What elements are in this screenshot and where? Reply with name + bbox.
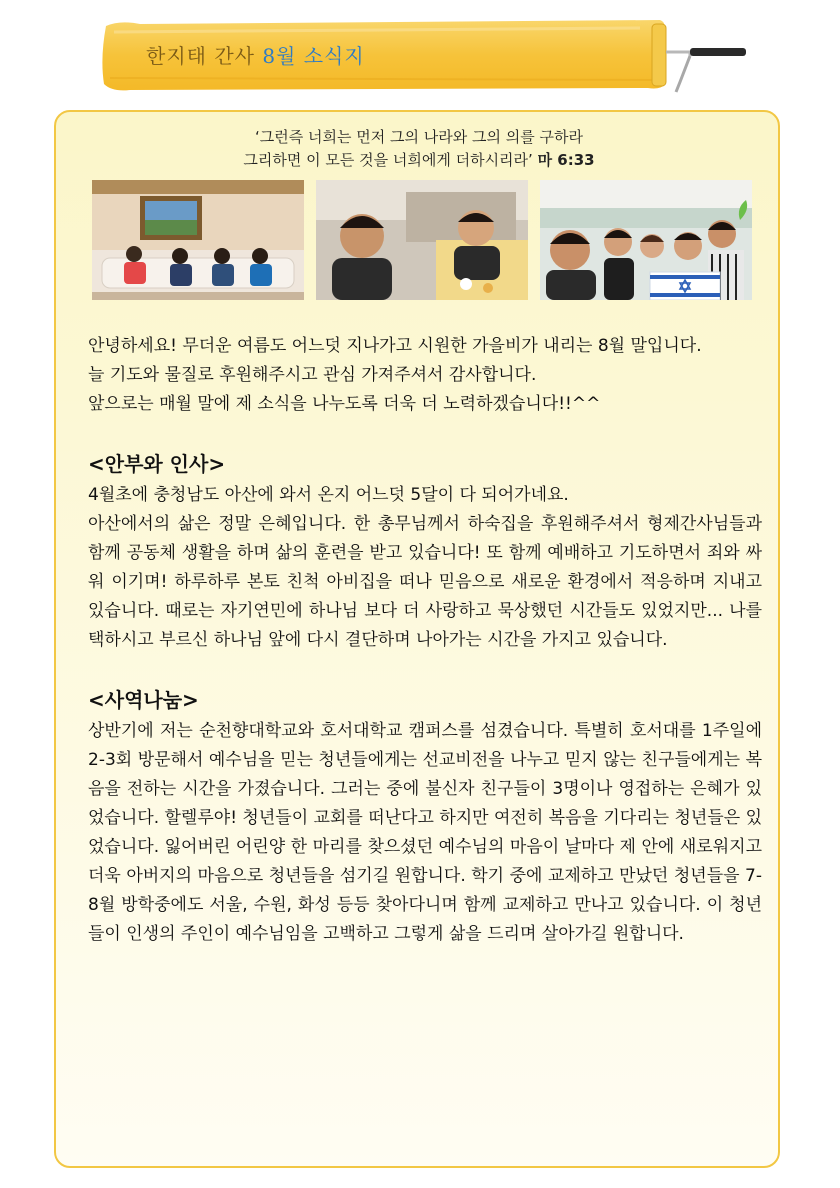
photo-group-flag — [540, 180, 752, 300]
title-month: 8월 소식지 — [262, 44, 365, 68]
intro-block — [88, 332, 762, 419]
newsletter-card — [54, 110, 780, 1168]
verse-reference: 마 6:33 — [537, 151, 595, 169]
intro-line-1: 안녕하세요! 무더운 여름도 어느덧 지나가고 시원한 가을비가 내리는 8월 말입니다. — [88, 336, 702, 356]
section-heading-greetings: <안부와 인사> — [88, 452, 226, 476]
letter-body — [88, 332, 762, 949]
bible-verse — [56, 126, 782, 172]
photo-strip — [92, 180, 752, 300]
header-banner — [100, 18, 668, 92]
verse-line-2 — [56, 149, 782, 172]
ministry-paragraph: 상반기에 저는 순천향대학교와 호서대학교 캠퍼스를 섬겼습니다. 특별히 호서대를 1주일에 2-3회 방문해서 예수님을 믿는 청년들에게는 선교비전을 나누고 믿지 않는 친구들에게는 복음을 전하는 시간을 가졌습니다. 그러는 중에 불신자 친구들이 3명이나 영접하는 은혜가 있었습니다. 할렐루야! 청년들이 교회를 떠난다고 하지만 여전히 복음을 기다리는 청년들은 있었습니다. 잃어버린 어린양 한 마리를 찾으셨던 예수님의 마음이 날마다 제 안에 새로워지고 더욱 아버지의 마음으로 청년들을 섬기길 원합니다. 학기 중에 교제하고 만났던 청년들을 7-8월 방학중에도 서울, 수원, 화성 등등 찾아다니며 함께 교제하고 만나고 있습니다. 이 청년들이 인생의 주인이 예수님임을 고백하고 그렇게 삶을 드리며 살아가길 원합니다. — [88, 721, 762, 944]
title-name: 한지태 간사 — [146, 44, 255, 68]
section-heading-ministry: <사역나눔> — [88, 688, 199, 712]
paint-roller-icon — [650, 22, 750, 94]
greetings-paragraph-1: 4월초에 충청남도 아산에 와서 온지 어느덧 5달이 다 되어가네요. — [88, 485, 569, 505]
verse-line-1: ‘그런즉 너희는 먼저 그의 나라와 그의 의를 구하라 — [255, 128, 583, 146]
page-title — [146, 40, 365, 69]
intro-line-2: 늘 기도와 물질로 후원해주시고 관심 가져주셔서 감사합니다. — [88, 365, 537, 385]
photo-couch-group — [92, 180, 304, 300]
intro-line-3: 앞으로는 매월 말에 제 소식을 나누도록 더욱 더 노력하겠습니다!!^^ — [88, 394, 601, 414]
photo-restaurant-selfie — [316, 180, 528, 300]
greetings-paragraph-2: 아산에서의 삶은 정말 은혜입니다. 한 총무님께서 하숙집을 후원해주셔서 형제간사님들과 함께 공동체 생활을 하며 삶의 훈련을 받고 있습니다! 또 함께 예배하고 기도하면서 죄와 싸워 이기며! 하루하루 본토 친척 아비집을 떠나 믿음으로 새로운 환경에서 적응하며 지내고 있습니다. 때로는 자기연민에 하나님 보다 더 사랑하고 묵상했던 시간들도 있었지만... 나를 택하시고 부르신 하나님 앞에 다시 결단하며 나아가는 시간을 가지고 있습니다. — [88, 514, 762, 650]
verse-line-2-text: 그리하면 이 모든 것을 너희에게 더하시리라’ — [243, 151, 533, 169]
